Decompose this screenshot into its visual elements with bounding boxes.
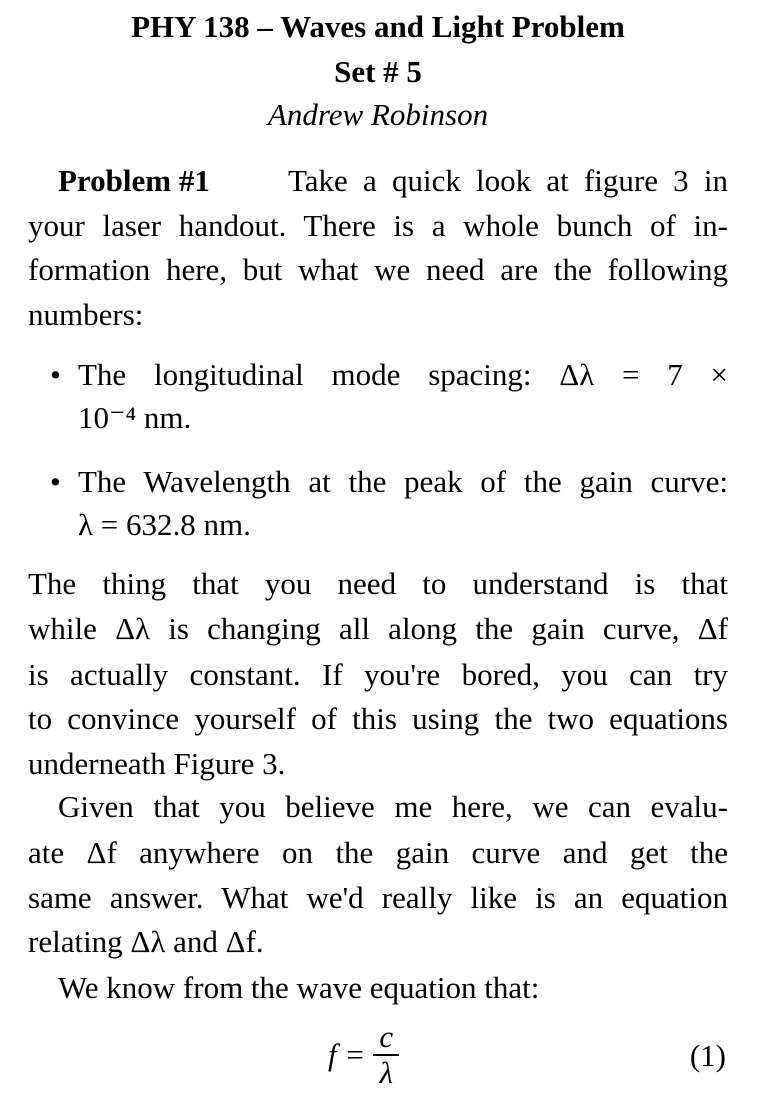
paragraph-line: relating Δλ and Δf.: [28, 924, 264, 959]
problem-heading: Problem #1: [58, 163, 210, 198]
paragraph-line: Given that you believe me here, we can evalu-: [58, 789, 728, 824]
title-line-1: PHY 138 – Waves and Light Problem: [131, 9, 625, 44]
equation-numerator: c: [379, 1019, 394, 1054]
equation-lhs: f =: [328, 1037, 366, 1072]
paragraph-line: same answer. What we'd really like is an equation: [28, 880, 728, 915]
title-line-2: Set # 5: [334, 54, 422, 89]
bullet-line: λ = 632.8 nm.: [78, 507, 251, 542]
equation-1: [328, 1020, 399, 1090]
bullet-line: The Wavelength at the peak of the gain curve:: [78, 464, 728, 499]
bullet-icon: •: [50, 464, 61, 499]
paragraph-line: while Δλ is changing all along the gain curve, Δf: [28, 611, 728, 646]
paragraph-line: Take a quick look at figure 3 in: [288, 163, 728, 198]
equation-denominator: λ: [379, 1055, 394, 1090]
paragraph-line: The thing that you need to understand is that: [28, 566, 728, 601]
paragraph-line: formation here, but what we need are the following: [28, 252, 728, 287]
paragraph-line: We know from the wave equation that:: [58, 970, 540, 1005]
author: Andrew Robinson: [267, 97, 489, 132]
bullet-icon: •: [50, 357, 61, 392]
paragraph-line: your laser handout. There is a whole bunch of in-: [28, 208, 728, 243]
problem-1-first-line: [58, 161, 728, 201]
paragraph-line: numbers:: [28, 297, 144, 332]
paragraph-line: is actually constant. If you're bored, you can try: [28, 657, 728, 692]
bullet-line: The longitudinal mode spacing: Δλ = 7 ×: [78, 357, 728, 392]
paragraph-line: underneath Figure 3.: [28, 746, 286, 781]
paragraph-line: ate Δf anywhere on the gain curve and get the: [28, 835, 728, 870]
bullet-line: 10⁻⁴ nm.: [78, 400, 192, 435]
equation-number: (1): [689, 1038, 726, 1073]
paragraph-line: to convince yourself of this using the two equations: [28, 701, 728, 736]
